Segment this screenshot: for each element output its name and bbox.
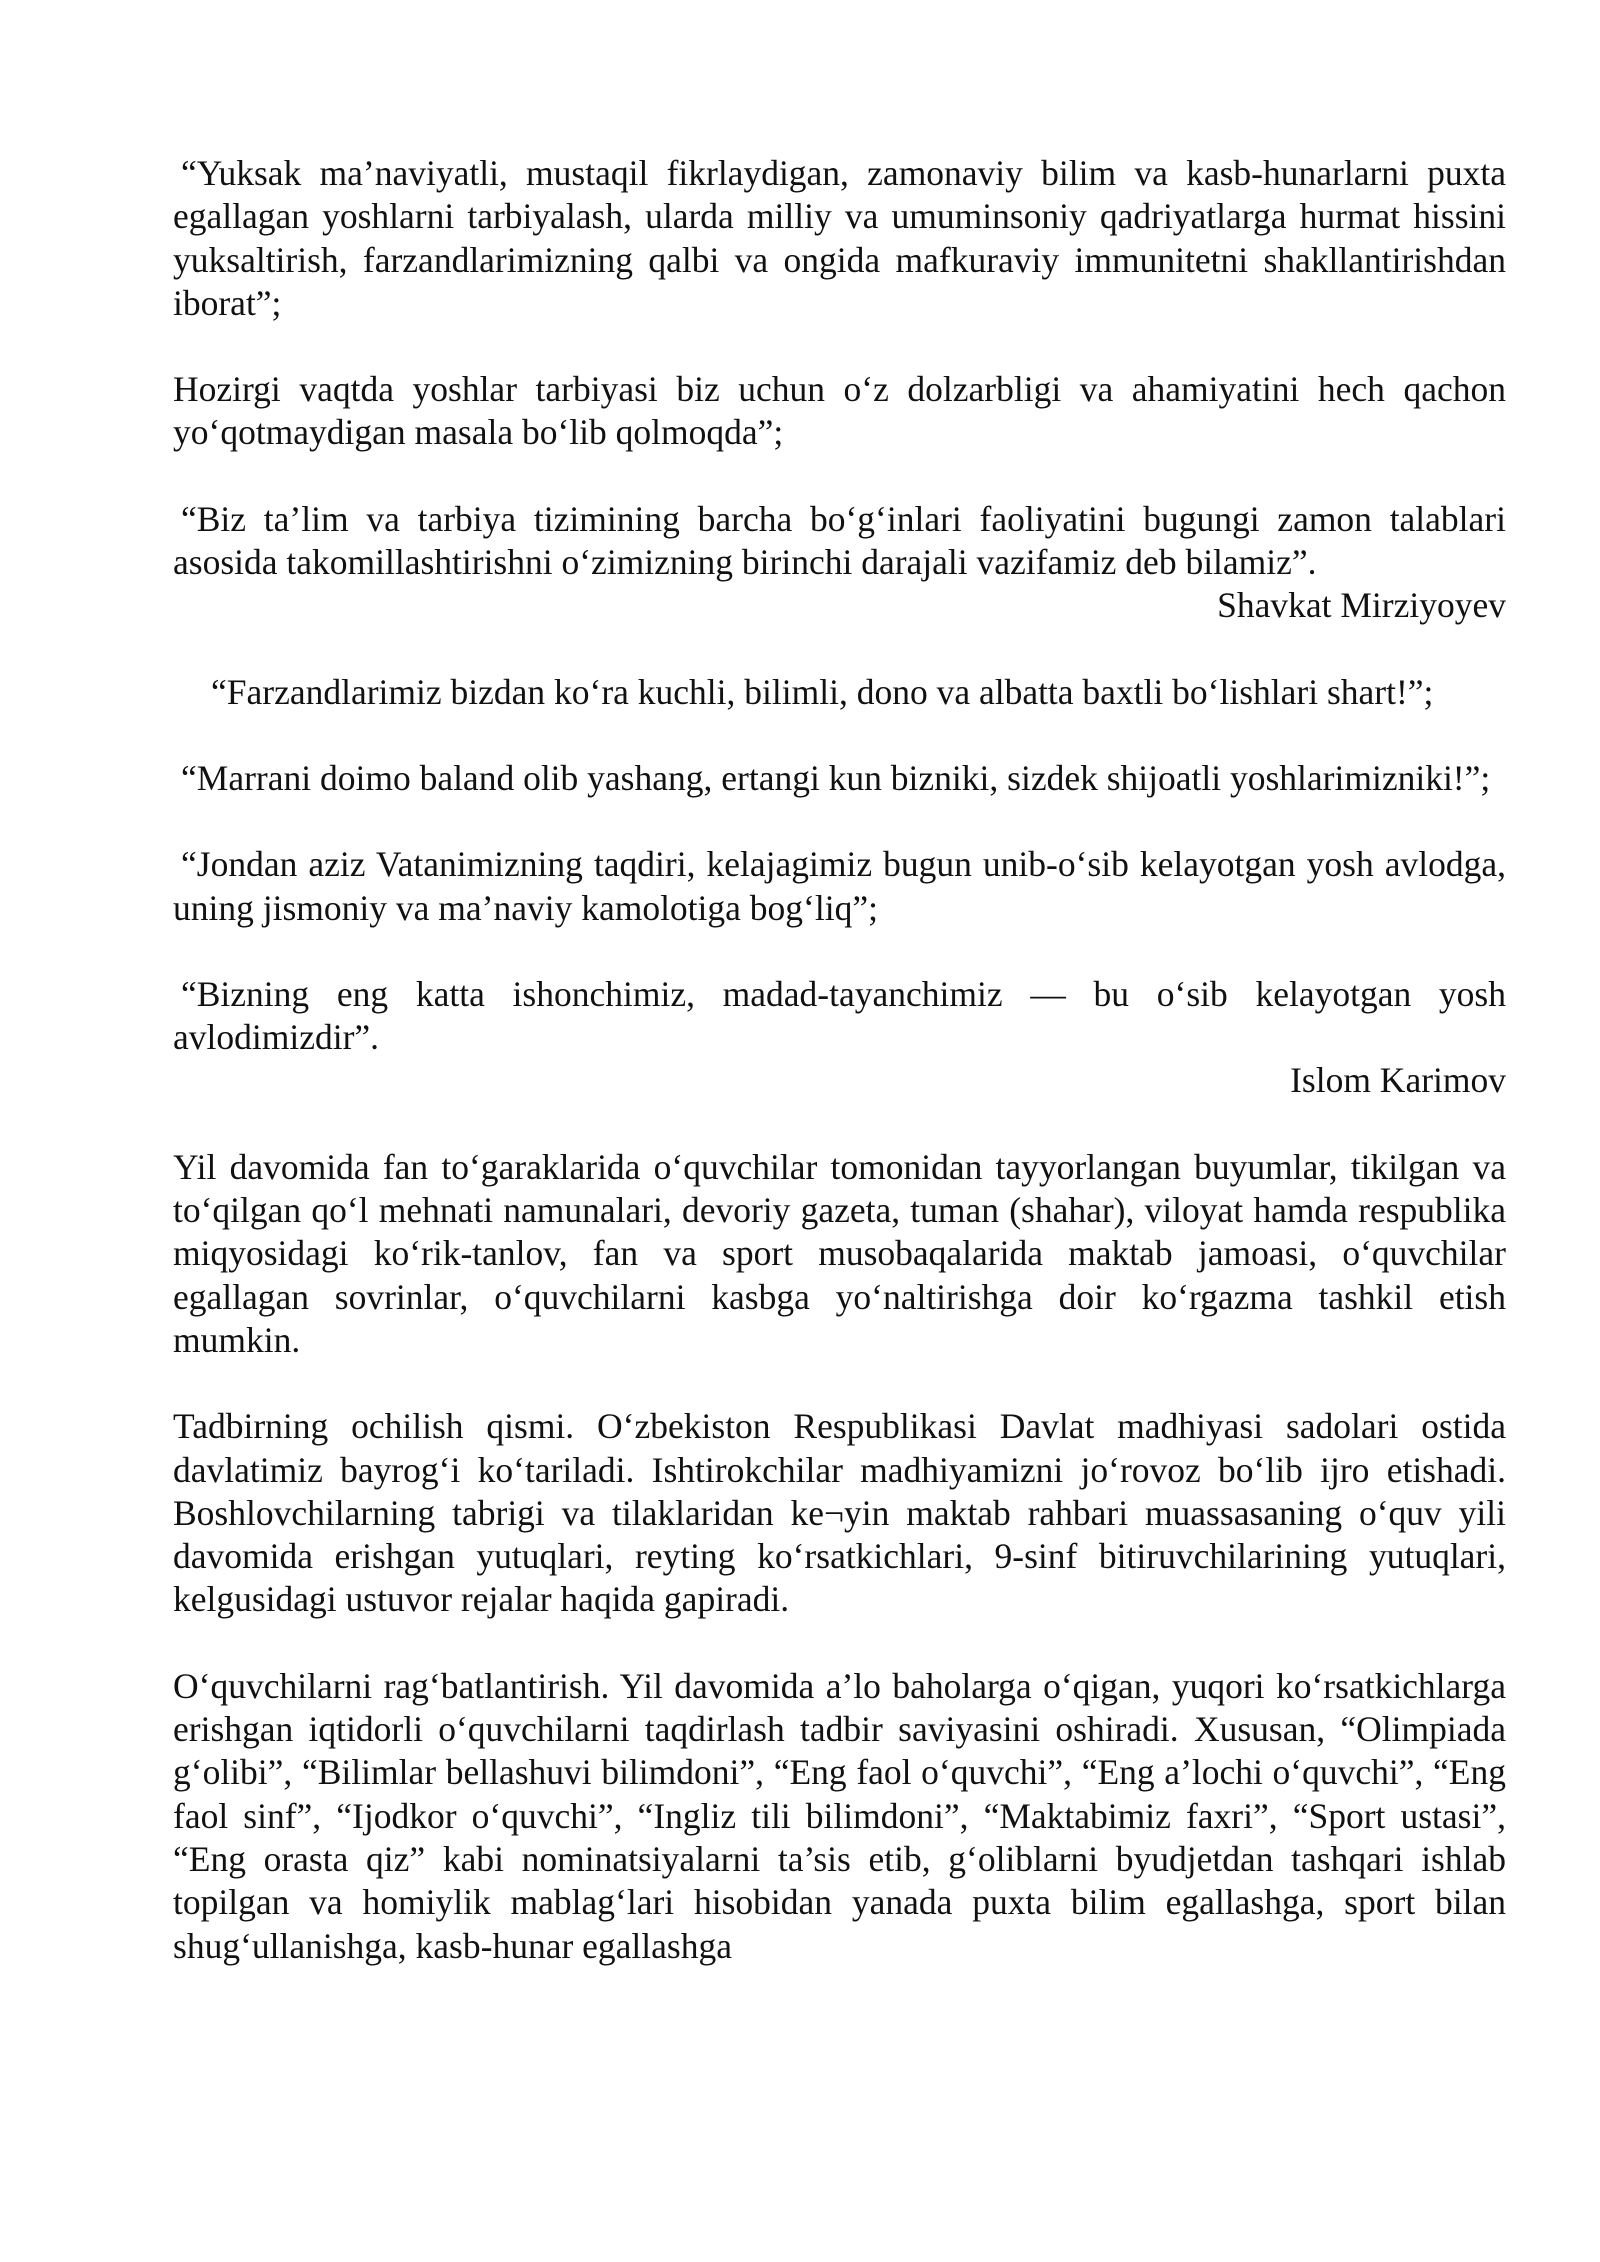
body-paragraph: O‘quvchilarni rag‘batlantirish. Yil davomida a’lo baholarga o‘qigan, yuqori ko‘rsatkichlarga erishgan iqtidorli o‘quvchilarni taqdirlash tadbir saviyasini oshiradi. Xususan, “Olimpiada g‘olibi”, “Bilimlar bellashuvi bilimdoni”, “Eng faol o‘quvchi”, “Eng a’lochi o‘quvchi”, “Eng faol sinf”, “Ijodkor o‘quvchi”, “Ingliz tili bilimdoni”, “Maktabimiz faxri”, “Sport ustasi”, “Eng orasta qiz” kabi nominatsiyalarni ta’sis etib, g‘oliblarni byudjetdan tashqari ishlab topilgan va homiylik mablag‘lari hisobidan yanada puxta bilim egallashga, sport bilan shug‘ullanishga, kasb-hunar egallashga (173, 1665, 1506, 1966)
document-page (173, 152, 1506, 1968)
quote-paragraph: Hozirgi vaqtda yoshlar tarbiyasi biz uchun o‘z dolzarbligi va ahamiyatini hech qachon yo‘qotmaydigan masala bo‘lib qolmoqda”; (173, 369, 1506, 453)
quote-paragraph: “Yuksak ma’naviyatli, mustaqil fikrlaydigan, zamonaviy bilim va kasb-hunarlarni puxta egallagan yoshlarni tarbiyalash, ularda milliy va umuminsoniy qadriyatlarga hurmat hissini yuksaltirish, farzandlarimizning qalbi va ongida mafkuraviy immunitetni shakllantirishdan iborat”; (173, 153, 1506, 323)
author-attribution: Islom Karimov (1290, 1060, 1506, 1101)
body-paragraph: Yil davomida fan to‘garaklarida o‘quvchilar tomonidan tayyorlangan buyumlar, tikilgan va to‘qilgan qo‘l mehnati namunalari, devoriy gazeta, tuman (shahar), viloyat hamda respublika miqyosidagi ko‘rik-tanlov, fan va sport musobaqalarida maktab jamoasi, o‘quvchilar egallagan sovrinlar, o‘quvchilarni kasbga yo‘naltirishga doir ko‘rgazma tashkil etish mumkin. (173, 1146, 1506, 1360)
quote-paragraph: “Marrani doimo baland olib yashang, ertangi kun bizniki, sizdek shijoatli yoshlarimizniki!”; (181, 757, 1491, 798)
quote-paragraph: “Farzandlarimiz bizdan ko‘ra kuchli, bilimli, dono va albatta baxtli bo‘lishlari shart!”; (211, 671, 1434, 712)
quote-paragraph: “Jondan aziz Vatanimizning taqdiri, kelajagimiz bugun unib-o‘sib kelayotgan yosh avlodga, uning jismoniy va ma’naviy kamolotiga bog‘liq”; (173, 844, 1506, 928)
author-attribution: Shavkat Mirziyoyev (1217, 585, 1506, 626)
quote-paragraph: “Bizning eng katta ishonchimiz, madad-tayanchimiz — bu o‘sib kelayotgan yosh avlodimizdir”. (173, 973, 1506, 1058)
body-paragraph: Tadbirning ochilish qismi. O‘zbekiston Respublikasi Davlat madhiyasi sadolari ostida davlatimiz bayrog‘i ko‘tariladi. Ishtirokchilar madhiyamizni jo‘rovoz bo‘lib ijro etishadi. Boshlovchilarning tabrigi va tilaklaridan ke¬yin maktab rahbari muassasaning o‘quv yili davomida erishgan yutuqlari, reyting ko‘rsatkichlari, 9-sinf bitiruvchilarining yutuqlari, kelgusidagi ustuvor rejalar haqida gapiradi. (173, 1406, 1506, 1620)
quote-paragraph: “Biz ta’lim va tarbiya tizimining barcha bo‘g‘inlari faoliyatini bugungi zamon talablari asosida takomillashtirishni o‘zimizning birinchi darajali vazifamiz deb bilamiz”. (173, 498, 1506, 583)
